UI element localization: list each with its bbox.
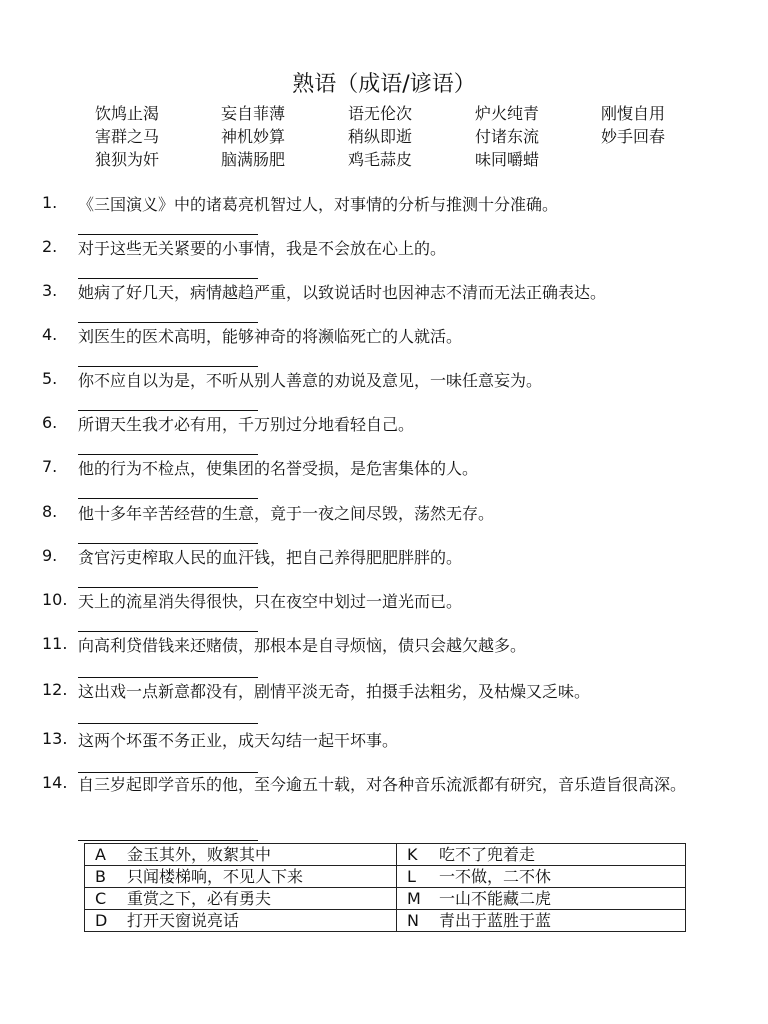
word-bank-item: 付诸东流 (475, 127, 540, 146)
question-text: 所谓天生我才必有用，千万别过分地看轻自己。 (78, 415, 415, 434)
question-number: 10. (42, 590, 68, 609)
question-text: 对于这些无关紧要的小事情，我是不会放在心上的。 (78, 239, 447, 258)
option-letter: A (95, 845, 106, 864)
option-letter: D (95, 911, 108, 930)
word-bank-item: 妙手回春 (601, 127, 666, 146)
option-letter: B (95, 867, 106, 886)
option-cell (85, 866, 397, 888)
word-bank-item: 脑满肠肥 (221, 150, 286, 169)
answer-blank[interactable] (78, 587, 258, 588)
word-bank-item: 炉火纯青 (475, 104, 540, 123)
question-number: 14. (42, 773, 68, 792)
question-number: 6. (42, 413, 58, 432)
question-text: 刘医生的医术高明，能够神奇的将濒临死亡的人就活。 (78, 327, 463, 346)
question-number: 1. (42, 193, 58, 212)
question-number: 13. (42, 729, 68, 748)
option-cell (397, 844, 686, 866)
question-number: 7. (42, 457, 58, 476)
word-bank-item: 味同嚼蜡 (475, 150, 540, 169)
option-letter: N (407, 911, 419, 930)
option-letter: M (407, 889, 421, 908)
option-text: 金玉其外，败絮其中 (127, 845, 272, 864)
question-text: 他的行为不检点，使集团的名誉受损，是危害集体的人。 (78, 459, 479, 478)
question-number: 12. (42, 680, 68, 699)
question-number: 3. (42, 281, 58, 300)
word-bank-item: 语无伦次 (348, 104, 413, 123)
option-letter: L (407, 867, 416, 886)
question-number: 9. (42, 546, 58, 565)
word-bank-item: 鸡毛蒜皮 (348, 150, 413, 169)
answer-blank[interactable] (78, 322, 258, 323)
question-text: 她病了好几天，病情越趋严重，以致说话时也因神志不清而无法正确表达。 (78, 283, 607, 302)
word-bank-item: 妄自菲薄 (221, 104, 286, 123)
word-bank-item: 神机妙算 (221, 127, 286, 146)
table-row (85, 888, 686, 910)
option-text: 吃不了兜着走 (439, 845, 536, 864)
page-title: 熟语（成语/谚语） (292, 72, 476, 97)
option-letter: C (95, 889, 107, 908)
option-cell (397, 866, 686, 888)
answer-blank[interactable] (78, 677, 258, 678)
option-cell (85, 910, 397, 932)
option-text: 打开天窗说亮话 (127, 911, 240, 930)
option-text: 重赏之下，必有勇夫 (127, 889, 272, 908)
answer-blank[interactable] (78, 723, 258, 724)
question-number: 11. (42, 634, 68, 653)
question-text: 《三国演义》中的诸葛亮机智过人，对事情的分析与推测十分准确。 (78, 195, 559, 214)
question-text: 自三岁起即学音乐的他，至今逾五十载，对各种音乐流派都有研究，音乐造旨很高深。 (78, 775, 687, 794)
answer-blank[interactable] (78, 278, 258, 279)
table-row (85, 910, 686, 932)
word-bank-item: 饮鸠止渴 (95, 104, 160, 123)
question-number: 5. (42, 369, 58, 388)
answer-blank[interactable] (78, 454, 258, 455)
answer-blank[interactable] (78, 366, 258, 367)
answer-option-table (84, 843, 686, 932)
answer-blank[interactable] (78, 631, 258, 632)
question-text: 天上的流星消失得很快，只在夜空中划过一道光而已。 (78, 592, 463, 611)
option-letter: K (407, 845, 418, 864)
question-text: 这出戏一点新意都没有，剧情平淡无奇，拍摄手法粗劣，及枯燥又乏味。 (78, 682, 591, 701)
table-row (85, 866, 686, 888)
question-text: 这两个坏蛋不务正业，成天勾结一起干坏事。 (78, 731, 399, 750)
word-bank-item: 害群之马 (95, 127, 160, 146)
question-number: 2. (42, 237, 58, 256)
table-row (85, 844, 686, 866)
option-text: 只闻楼梯响，不见人下来 (127, 867, 304, 886)
word-bank-item: 稍纵即逝 (348, 127, 413, 146)
question-number: 8. (42, 502, 58, 521)
option-cell (397, 888, 686, 910)
option-text: 一山不能藏二虎 (439, 889, 552, 908)
question-text: 他十多年辛苦经营的生意，竟于一夜之间尽毁，荡然无存。 (78, 504, 495, 523)
answer-blank[interactable] (78, 410, 258, 411)
question-text: 向高利贷借钱来还赌债，那根本是自寻烦恼，债只会越欠越多。 (78, 636, 527, 655)
option-cell (85, 844, 397, 866)
option-text: 一不做，二不休 (439, 867, 552, 886)
word-bank-item: 狼狈为奸 (95, 150, 160, 169)
answer-blank[interactable] (78, 498, 258, 499)
question-text: 贪官污吏榨取人民的血汗钱，把自己养得肥肥胖胖的。 (78, 548, 463, 567)
option-text: 青出于蓝胜于蓝 (439, 911, 552, 930)
question-text: 你不应自以为是，不听从别人善意的劝说及意见，一味任意妄为。 (78, 371, 543, 390)
option-cell (85, 888, 397, 910)
answer-blank[interactable] (78, 234, 258, 235)
answer-blank[interactable] (78, 840, 258, 841)
word-bank-item: 刚愎自用 (601, 104, 666, 123)
question-number: 4. (42, 325, 58, 344)
answer-blank[interactable] (78, 543, 258, 544)
option-cell (397, 910, 686, 932)
